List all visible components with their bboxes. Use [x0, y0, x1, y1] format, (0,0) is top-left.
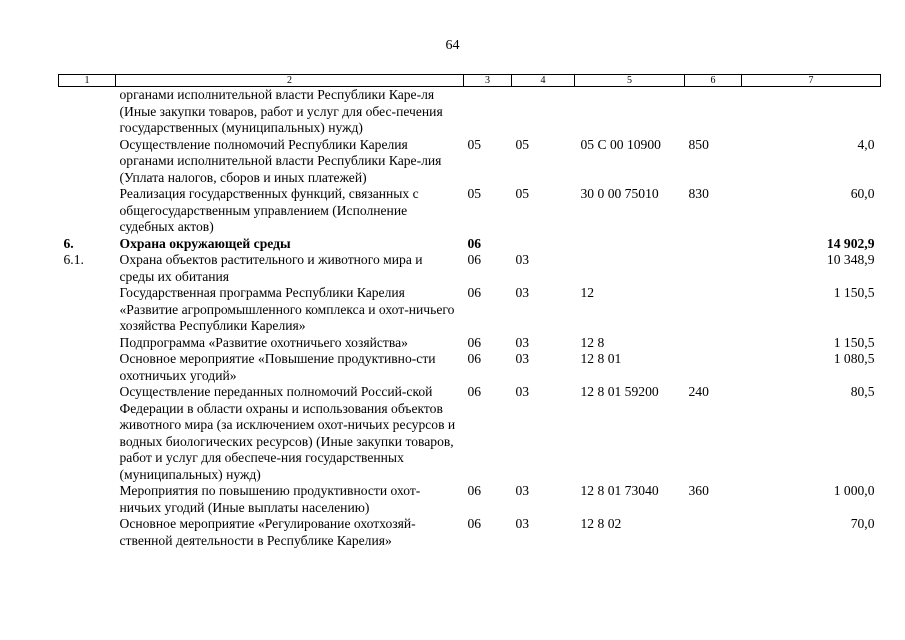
row-target-article: 12 8 [580, 334, 605, 350]
table-row [59, 137, 881, 187]
row-number [59, 137, 116, 187]
row-number [59, 351, 116, 384]
row-name: Основное мероприятие «Регулирование охотхозяй-ственной деятельности в Республике Карелия» [119, 516, 416, 548]
row-number: 6. [63, 235, 74, 251]
row-name: органами исполнительной власти Республики Каре-ля (Иные закупки товаров, работ и услуг для обес-печения государственных (муниципальных) нужд) [119, 87, 443, 135]
table-row [59, 285, 881, 335]
table-body [59, 87, 881, 550]
row-section: 06 [467, 384, 482, 399]
row-number [59, 285, 116, 335]
row-subsection: 03 [515, 334, 530, 350]
row-section: 06 [467, 483, 482, 498]
row-amount: 1 150,5 [833, 285, 875, 300]
row-target-article: 12 8 01 59200 [580, 384, 659, 399]
table-row [59, 335, 881, 352]
header-col-1: 1 [59, 75, 116, 87]
row-number: 6.1. [63, 252, 84, 267]
row-amount: 1 000,0 [833, 483, 875, 498]
row-amount: 10 348,9 [826, 252, 875, 267]
row-section: 05 [467, 136, 482, 152]
table-row [59, 384, 881, 483]
row-expense-type [685, 252, 742, 285]
row-target-article: 12 8 02 [580, 516, 622, 531]
table-row [59, 236, 881, 253]
row-expense-type [685, 87, 742, 137]
row-name: Подпрограмма «Развитие охотничьего хозяйства» [119, 334, 408, 350]
row-amount: 70,0 [850, 516, 875, 531]
row-name: Реализация государственных функций, связанных с общегосударственным управлением (Исполнение судебных актов) [119, 186, 419, 234]
row-subsection: 03 [515, 285, 530, 300]
row-section: 06 [467, 516, 482, 531]
row-name: Основное мероприятие «Повышение продуктивно-сти охотничьих угодий» [119, 351, 436, 383]
row-amount [742, 87, 881, 137]
row-subsection: 05 [515, 186, 530, 201]
row-name: Осуществление переданных полномочий Россий-ской Федерации в области охраны и использования объектов животного мира (за исключением охот-ничьих ресурсов и водных биологических ресурсов) (Иные закупки товаров, работ и услуг для обеспече-ния государственных (муниципальных) нужд) [119, 384, 456, 482]
table-row [59, 351, 881, 384]
row-subsection: 03 [515, 384, 530, 399]
row-section: 06 [467, 351, 482, 366]
row-amount: 1 080,5 [833, 351, 875, 366]
row-section: 06 [467, 235, 482, 251]
row-name: Мероприятия по повышению продуктивности охот-ничьих угодий (Иные выплаты населению) [119, 483, 421, 515]
row-expense-type [685, 516, 742, 549]
table-row [59, 516, 881, 549]
row-section: 06 [467, 285, 482, 300]
header-col-6: 6 [685, 75, 742, 87]
page-number: 64 [445, 38, 460, 53]
header-col-3: 3 [464, 75, 512, 87]
row-target-article [575, 87, 685, 137]
header-col-2: 2 [116, 75, 464, 87]
row-name: Охрана объектов растительного и животного мира и среды их обитания [119, 252, 423, 284]
row-amount: 14 902,9 [826, 235, 875, 251]
row-number [59, 384, 116, 483]
row-target-article: 30 0 00 75010 [580, 186, 659, 201]
row-target-article [575, 252, 685, 285]
row-expense-type [685, 351, 742, 384]
header-col-4: 4 [512, 75, 575, 87]
budget-table [58, 74, 881, 549]
row-expense-type: 850 [688, 136, 709, 152]
row-section: 05 [467, 186, 482, 201]
row-amount: 80,5 [850, 384, 875, 399]
row-subsection: 03 [515, 252, 530, 267]
row-expense-type [685, 236, 742, 253]
row-target-article [575, 236, 685, 253]
row-target-article: 12 8 01 73040 [580, 483, 659, 498]
row-subsection: 05 [515, 136, 530, 152]
row-section: 06 [467, 334, 482, 350]
table-row [59, 186, 881, 236]
row-name: Охрана окружающей среды [119, 235, 291, 251]
table-row [59, 483, 881, 516]
row-section [464, 87, 512, 137]
row-expense-type: 240 [688, 384, 709, 399]
header-col-7: 7 [742, 75, 881, 87]
row-name: Осуществление полномочий Республики Карелия органами исполнительной власти Республики Каре-лия (Уплата налогов, сборов и иных платежей) [119, 136, 442, 185]
table-row [59, 87, 881, 137]
row-number [59, 87, 116, 137]
row-number [59, 335, 116, 352]
row-expense-type [685, 285, 742, 335]
row-amount: 60,0 [850, 186, 875, 201]
row-name: Государственная программа Республики Карелия «Развитие агропромышленного комплекса и охот-ничьего хозяйства Республики Карелия» [119, 285, 455, 333]
header-col-5: 5 [575, 75, 685, 87]
row-amount: 1 150,5 [833, 334, 875, 350]
row-expense-type [685, 335, 742, 352]
row-number [59, 516, 116, 549]
row-number [59, 186, 116, 236]
row-expense-type: 830 [688, 186, 709, 201]
row-target-article: 12 [580, 285, 595, 300]
row-section: 06 [467, 252, 482, 267]
row-subsection: 03 [515, 516, 530, 531]
row-expense-type: 360 [688, 483, 709, 498]
row-amount: 4,0 [857, 136, 875, 152]
row-target-article: 12 8 01 [580, 351, 622, 366]
row-target-article: 05 С 00 10900 [580, 136, 661, 152]
row-number [59, 483, 116, 516]
row-subsection: 03 [515, 351, 530, 366]
row-subsection [512, 236, 575, 253]
row-subsection [512, 87, 575, 137]
table-row [59, 252, 881, 285]
header-row [59, 75, 881, 87]
row-subsection: 03 [515, 483, 530, 498]
